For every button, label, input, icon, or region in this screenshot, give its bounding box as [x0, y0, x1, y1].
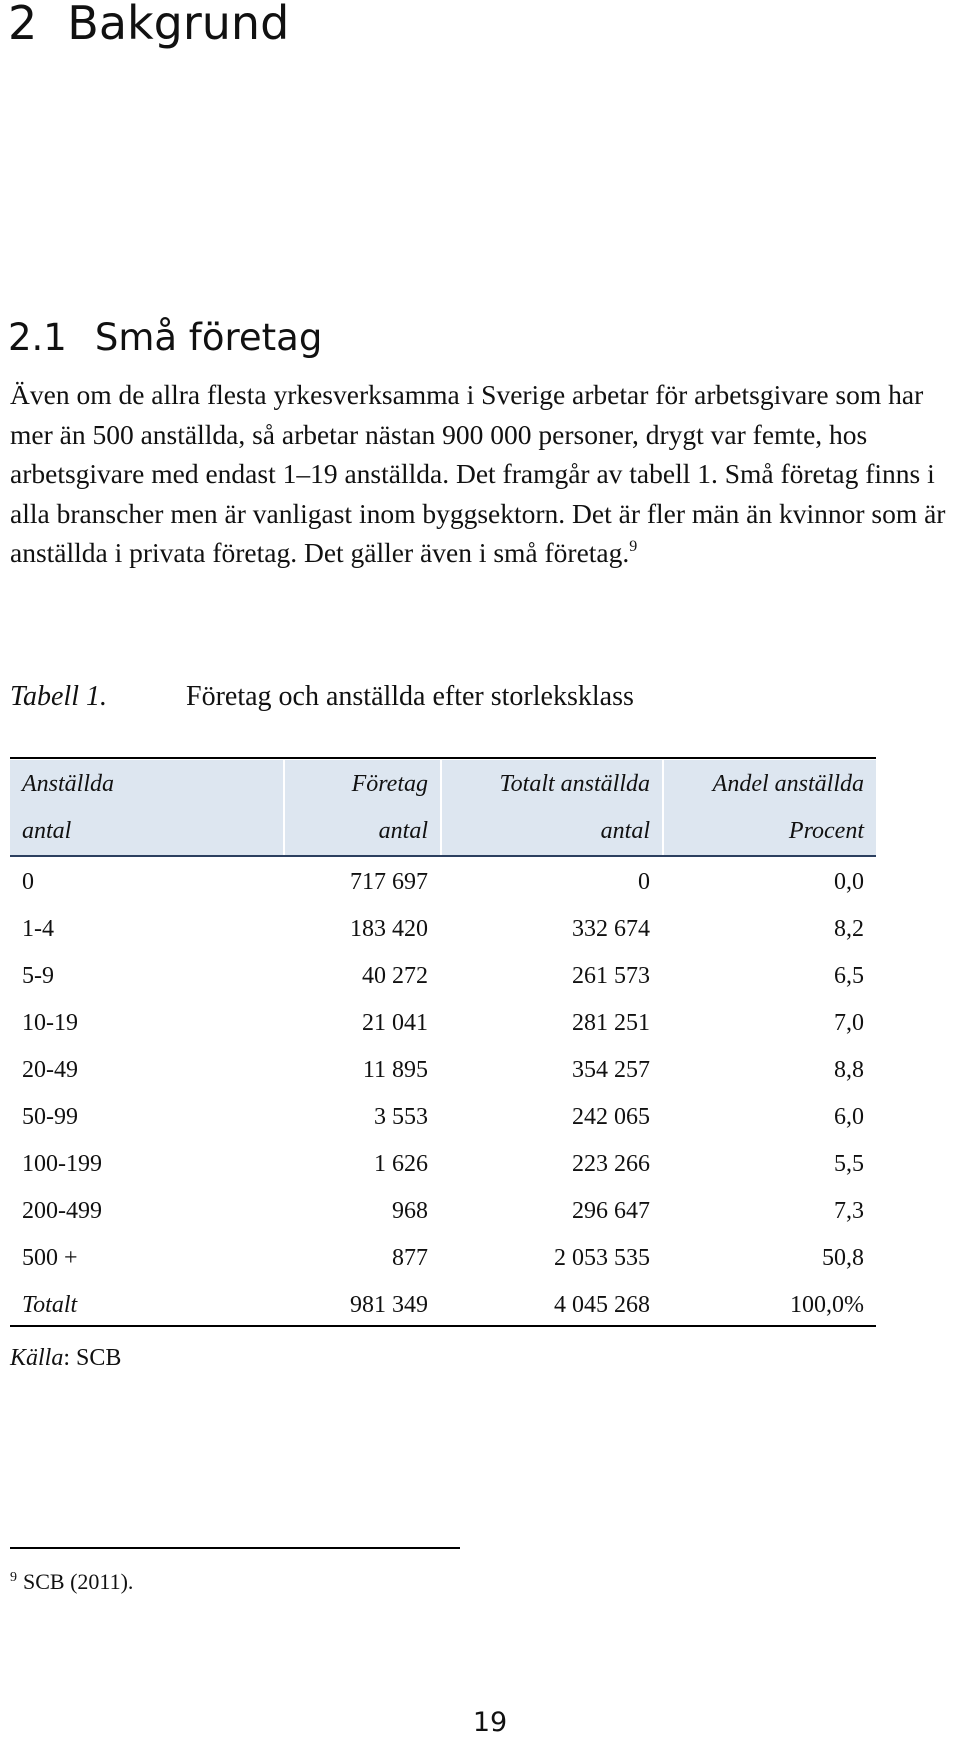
page-number: 19	[472, 1707, 508, 1738]
footnote	[10, 1567, 133, 1597]
table-cell: 200-499	[22, 1198, 102, 1224]
header-cell: Totalt anställda	[499, 770, 650, 797]
table-cell: 242 065	[572, 1104, 650, 1130]
chapter-title: Bakgrund	[67, 0, 290, 50]
table-cell: 717 697	[350, 869, 428, 895]
footnote-separator	[10, 1547, 460, 1549]
chapter-heading	[8, 0, 290, 50]
footnote-reference: 9	[629, 538, 638, 555]
table-row	[10, 953, 876, 1000]
table-cell: 1 626	[374, 1151, 428, 1177]
header-cell: Företag	[351, 770, 428, 797]
companies-table	[10, 760, 876, 1329]
table-cell: 281 251	[572, 1010, 650, 1036]
source-value: : SCB	[63, 1345, 122, 1371]
table-cell: 183 420	[350, 916, 428, 942]
table-top-rule	[10, 757, 876, 759]
table-header-row	[10, 808, 876, 855]
total-cell: 4 045 268	[554, 1292, 650, 1318]
table-cell: 261 573	[572, 963, 650, 989]
table-caption-title: Företag och anställda efter storleksklass	[186, 681, 634, 712]
table-cell: 2 053 535	[554, 1245, 650, 1271]
section-title: Små företag	[94, 316, 323, 359]
table-cell: 20-49	[22, 1057, 78, 1083]
table-cell: 8,8	[834, 1057, 864, 1083]
table-cell: 5,5	[834, 1151, 864, 1177]
table-cell: 968	[392, 1198, 428, 1224]
header-unit-cell: Procent	[788, 818, 864, 844]
table-cell: 1-4	[22, 916, 54, 942]
table-cell: 0	[638, 869, 650, 895]
total-label-cell: Totalt	[22, 1292, 78, 1318]
table-cell: 332 674	[572, 916, 650, 942]
table-header-row	[10, 760, 876, 808]
header-unit-cell: antal	[22, 818, 72, 844]
table-cell: 0	[22, 869, 34, 895]
table-cell: 500 +	[22, 1245, 78, 1271]
table-source	[10, 1343, 121, 1373]
total-cell: 981 349	[350, 1292, 428, 1318]
table-cell: 100-199	[22, 1151, 102, 1177]
table-row	[10, 906, 876, 953]
header-cell: Anställda	[22, 770, 115, 797]
table-cell: 6,0	[834, 1104, 864, 1130]
footnote-text: SCB (2011).	[23, 1569, 134, 1594]
chapter-number: 2	[8, 0, 38, 50]
table-cell: 877	[392, 1245, 428, 1271]
table-cell: 223 266	[572, 1151, 650, 1177]
table-cell: 7,0	[834, 1010, 864, 1036]
table-cell: 354 257	[572, 1057, 650, 1083]
table-row	[10, 1000, 876, 1047]
section-heading	[8, 318, 322, 358]
total-cell: 100,0%	[790, 1292, 864, 1318]
table-cell: 8,2	[834, 916, 864, 942]
table-cell: 40 272	[362, 963, 428, 989]
table-cell: 10-19	[22, 1010, 78, 1036]
table-cell: 5-9	[22, 963, 54, 989]
table-cell: 50,8	[822, 1245, 864, 1271]
table-caption	[10, 680, 634, 714]
table-cell: 11 895	[362, 1057, 428, 1083]
table-total-row	[10, 1282, 876, 1329]
paragraph-text: Även om de allra flesta yrkesverksamma i Sverige arbetar för arbetsgivare som har mer än 500 anställda, så arbetar nästan 900 000 personer, drygt var femte, hos arbetsgivare med endast 1–19 anställda. Det framgår av tabell 1. Små företag finns i alla branscher men är vanligast inom byggsektorn. Det är fler män än kvinnor som är anställda i privata företag. Det gäller även i små företag.	[10, 379, 946, 568]
table-bottom-rule	[10, 1325, 876, 1327]
table-row	[10, 1188, 876, 1235]
header-cell: Andel anställda	[712, 770, 864, 797]
table-row	[10, 1141, 876, 1188]
header-unit-cell: antal	[378, 818, 428, 844]
table-caption-label: Tabell 1.	[10, 681, 107, 712]
header-unit-cell: antal	[600, 818, 650, 844]
body-paragraph	[10, 375, 960, 573]
table-row	[10, 1047, 876, 1094]
table-cell: 50-99	[22, 1104, 78, 1130]
table-cell: 0,0	[834, 869, 864, 895]
section-number: 2.1	[8, 316, 67, 359]
source-label: Källa	[10, 1345, 64, 1371]
table-cell: 21 041	[362, 1010, 428, 1036]
table-cell: 6,5	[834, 963, 864, 989]
table-row	[10, 855, 876, 906]
table-row	[10, 1235, 876, 1282]
table-cell: 296 647	[572, 1198, 650, 1224]
table-cell: 7,3	[834, 1198, 864, 1224]
footnote-number: 9	[10, 1570, 17, 1585]
table-row	[10, 1094, 876, 1141]
table-cell: 3 553	[374, 1104, 428, 1130]
